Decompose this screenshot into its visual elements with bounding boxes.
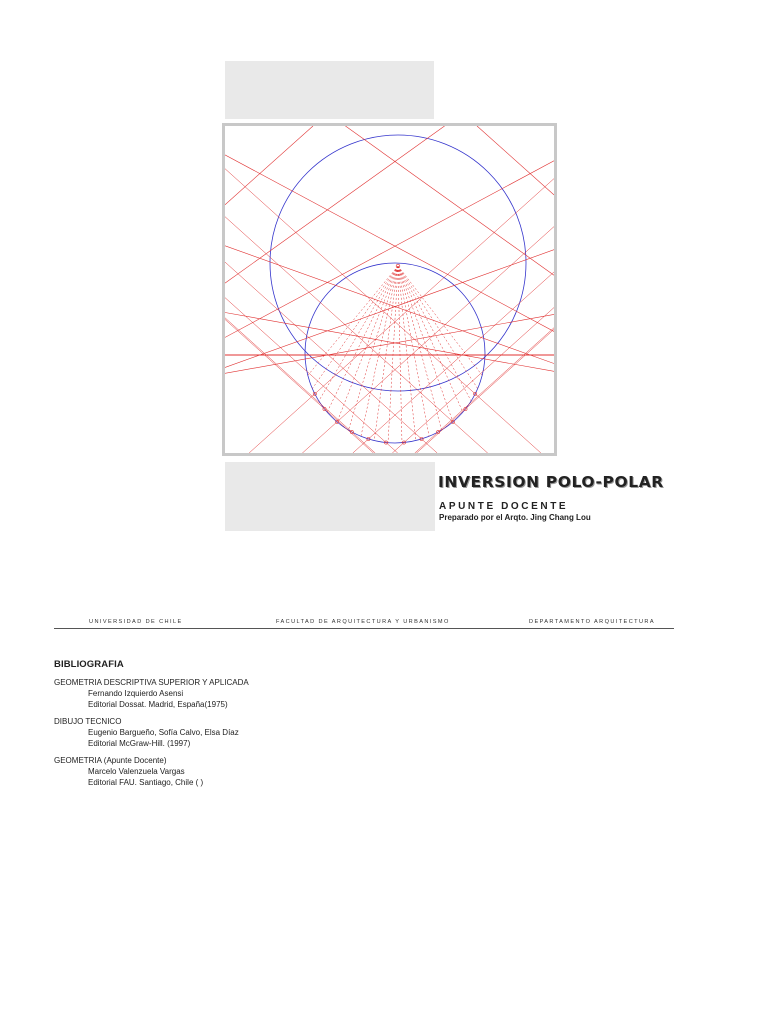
entry-publisher: Editorial Dossat. Madrid, España(1975): [88, 700, 228, 709]
projection-ray: [348, 266, 398, 430]
crossing-line: [392, 308, 554, 453]
document-subtitle: APUNTE DOCENTE: [439, 501, 569, 512]
entry-authors: Marcelo Valenzuela Vargas: [88, 767, 185, 776]
tangent-line: [477, 126, 554, 195]
tangent-line: [225, 161, 554, 338]
crossing-line: [249, 179, 554, 453]
geometric-diagram: [225, 126, 554, 453]
crossing-line: [225, 318, 375, 453]
entry-authors: Eugenio Bargueño, Sofía Calvo, Elsa Díaz: [88, 728, 239, 737]
bibliography-list: [54, 677, 249, 794]
projection-ray: [398, 266, 429, 436]
bibliography-entry: [54, 677, 249, 710]
projection-ray: [398, 266, 482, 375]
footer-university: UNIVERSIDAD DE CHILE: [89, 619, 183, 625]
polo-polar-figure: [222, 123, 557, 456]
bibliography-entry: [54, 716, 249, 749]
tangent-line: [225, 126, 445, 283]
bibliography-entry: [54, 755, 249, 788]
tangent-line: [225, 155, 554, 332]
crossing-line: [302, 227, 554, 453]
entry-authors: Fernando Izquierdo Asensi: [88, 689, 184, 698]
projection-ray: [312, 266, 398, 389]
footer-department: DEPARTAMENTO ARQUITECTURA: [529, 619, 655, 625]
title-gray-panel: [225, 462, 435, 531]
projection-ray: [398, 266, 402, 443]
crossing-line: [225, 262, 437, 453]
projection-ray: [308, 266, 398, 375]
crossing-line: [417, 329, 554, 453]
crossing-line: [225, 169, 541, 453]
document-author: Preparado por el Arqto. Jing Chang Lou: [439, 513, 591, 522]
crossing-line: [225, 217, 488, 453]
footer-divider: [54, 628, 674, 629]
document-title: INVERSION POLO-POLAR: [438, 473, 664, 491]
entry-publisher: Editorial FAU. Santiago, Chile ( ): [88, 778, 204, 787]
entry-publisher: Editorial McGraw-Hill. (1997): [88, 739, 191, 748]
footer-faculty: FACULTAD DE ARQUITECTURA Y URBANISMO: [276, 619, 450, 625]
tangent-line: [345, 126, 554, 275]
projection-ray: [398, 266, 453, 422]
projection-ray: [361, 266, 398, 436]
entry-title: DIBUJO TECNICO: [54, 717, 122, 726]
tangent-line: [225, 250, 554, 368]
projection-ray: [398, 266, 463, 412]
crossing-line: [353, 272, 554, 453]
entry-title: GEOMETRIA (Apunte Docente): [54, 756, 167, 765]
bibliography-heading: BIBLIOGRAFIA: [54, 659, 124, 670]
tangent-line: [225, 126, 313, 205]
entry-title: GEOMETRIA DESCRIPTIVA SUPERIOR Y APLICADA: [54, 678, 249, 687]
header-gray-panel: [225, 61, 434, 119]
projection-ray: [319, 266, 398, 401]
